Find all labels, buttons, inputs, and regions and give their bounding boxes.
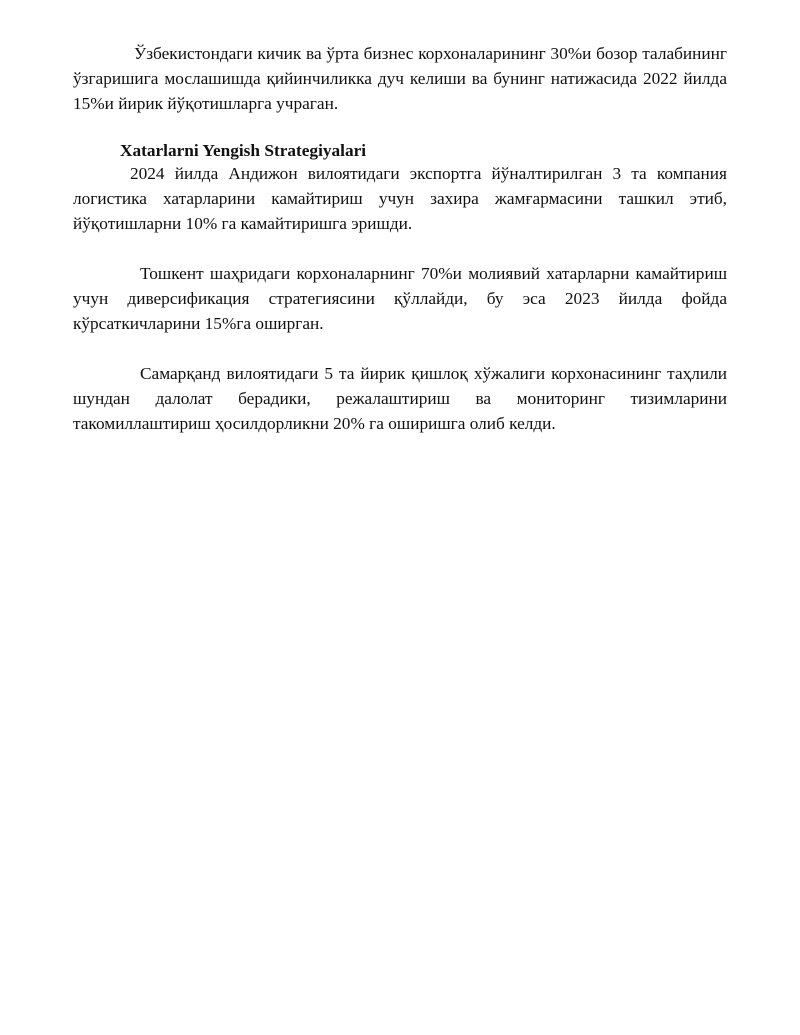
paragraph-small-business: Ўзбекистондаги кичик ва ўрта бизнес корхоналарининг 30%и бозор талабининг ўзгаришига мослашишда қийинчиликка дуч келиши ва бунинг натижасида 2022 йилда 15%и йирик йўқотишларга учраган. bbox=[73, 44, 727, 113]
paragraph-andijan: 2024 йилда Андижон вилоятидаги экспортга йўналтирилган 3 та компания логистика хатарларини камайтириш учун захира жамғармасини ташкил этиб, йўқотишларни 10% га камайтиришга эришди. bbox=[73, 164, 727, 233]
paragraph-tashkent: Тошкент шаҳридаги корхоналарнинг 70%и молиявий хатарларни камайтириш учун диверсификация стратегиясини қўллайди, бу эса 2023 йилда фойда кўрсаткичларини 15%га оширган. bbox=[73, 264, 727, 333]
paragraph-samarkand: Самарқанд вилоятидаги 5 та йирик қишлоқ хўжалиги корхонасининг таҳлили шундан далолат берадики, режалаштириш ва мониторинг тизимларини такомиллаштириш ҳосилдорликни 20% га оширишга олиб келди. bbox=[73, 364, 727, 433]
document-page bbox=[73, 41, 727, 436]
section-heading: Xatarlarni Yengish Strategiyalari bbox=[120, 141, 367, 160]
